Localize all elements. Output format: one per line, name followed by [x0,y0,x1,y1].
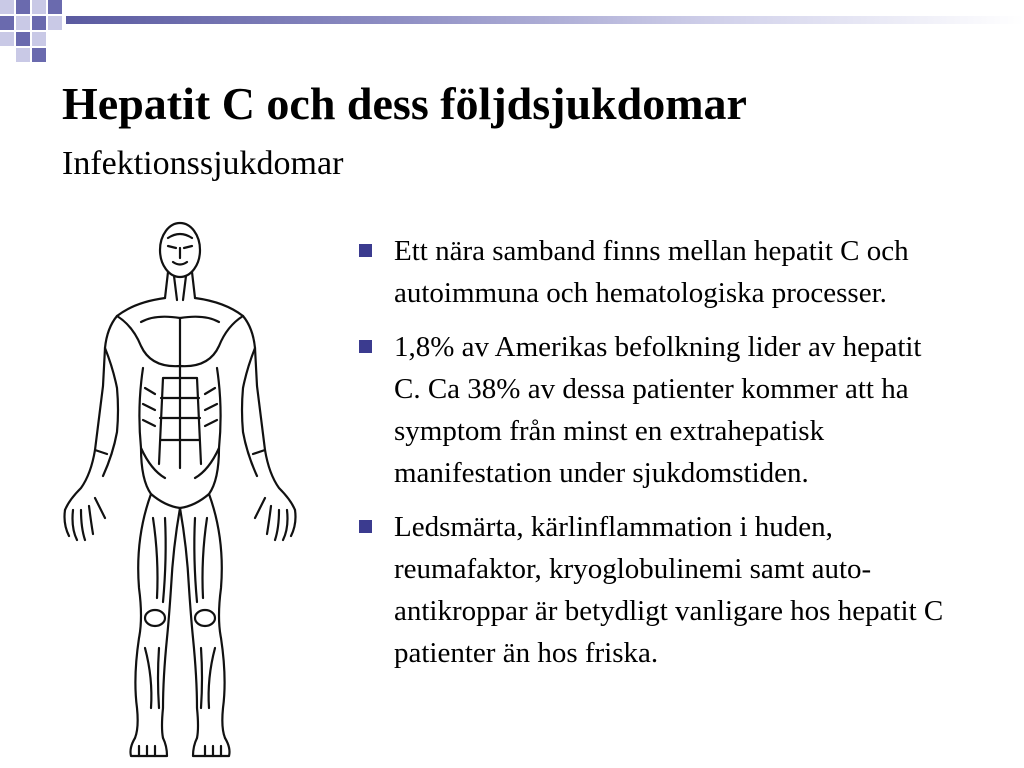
decorative-gradient-bar [66,16,1024,24]
bullet-item [356,326,966,494]
slide-title: Hepatit C och dess följdsjukdomar [62,78,747,129]
bullet-item [356,230,966,314]
square-bullet-icon [359,244,372,257]
square-bullet-icon [359,340,372,353]
slide-subtitle: Infektionssjukdomar [62,145,344,182]
decorative-squares [0,0,80,64]
bullet-text: Ledsmärta, kärlinflammation i huden, reumafaktor, kryoglobulinemi samt auto-antikroppar är betydligt vanligare hos hepatit C patienter än hos friska. [394,511,944,669]
square-bullet-icon [359,520,372,533]
bullet-item [356,506,966,674]
bullet-list [356,230,966,686]
human-muscle-anatomy-icon [55,218,305,758]
bullet-text: Ett nära samband finns mellan hepatit C och autoimmuna och hematologiska processer. [394,235,909,309]
bullet-text: 1,8% av Amerikas befolkning lider av hepatit C. Ca 38% av dessa patienter kommer att ha symptom från minst en extrahepatisk manifestation under sjukdomstiden. [394,331,922,489]
